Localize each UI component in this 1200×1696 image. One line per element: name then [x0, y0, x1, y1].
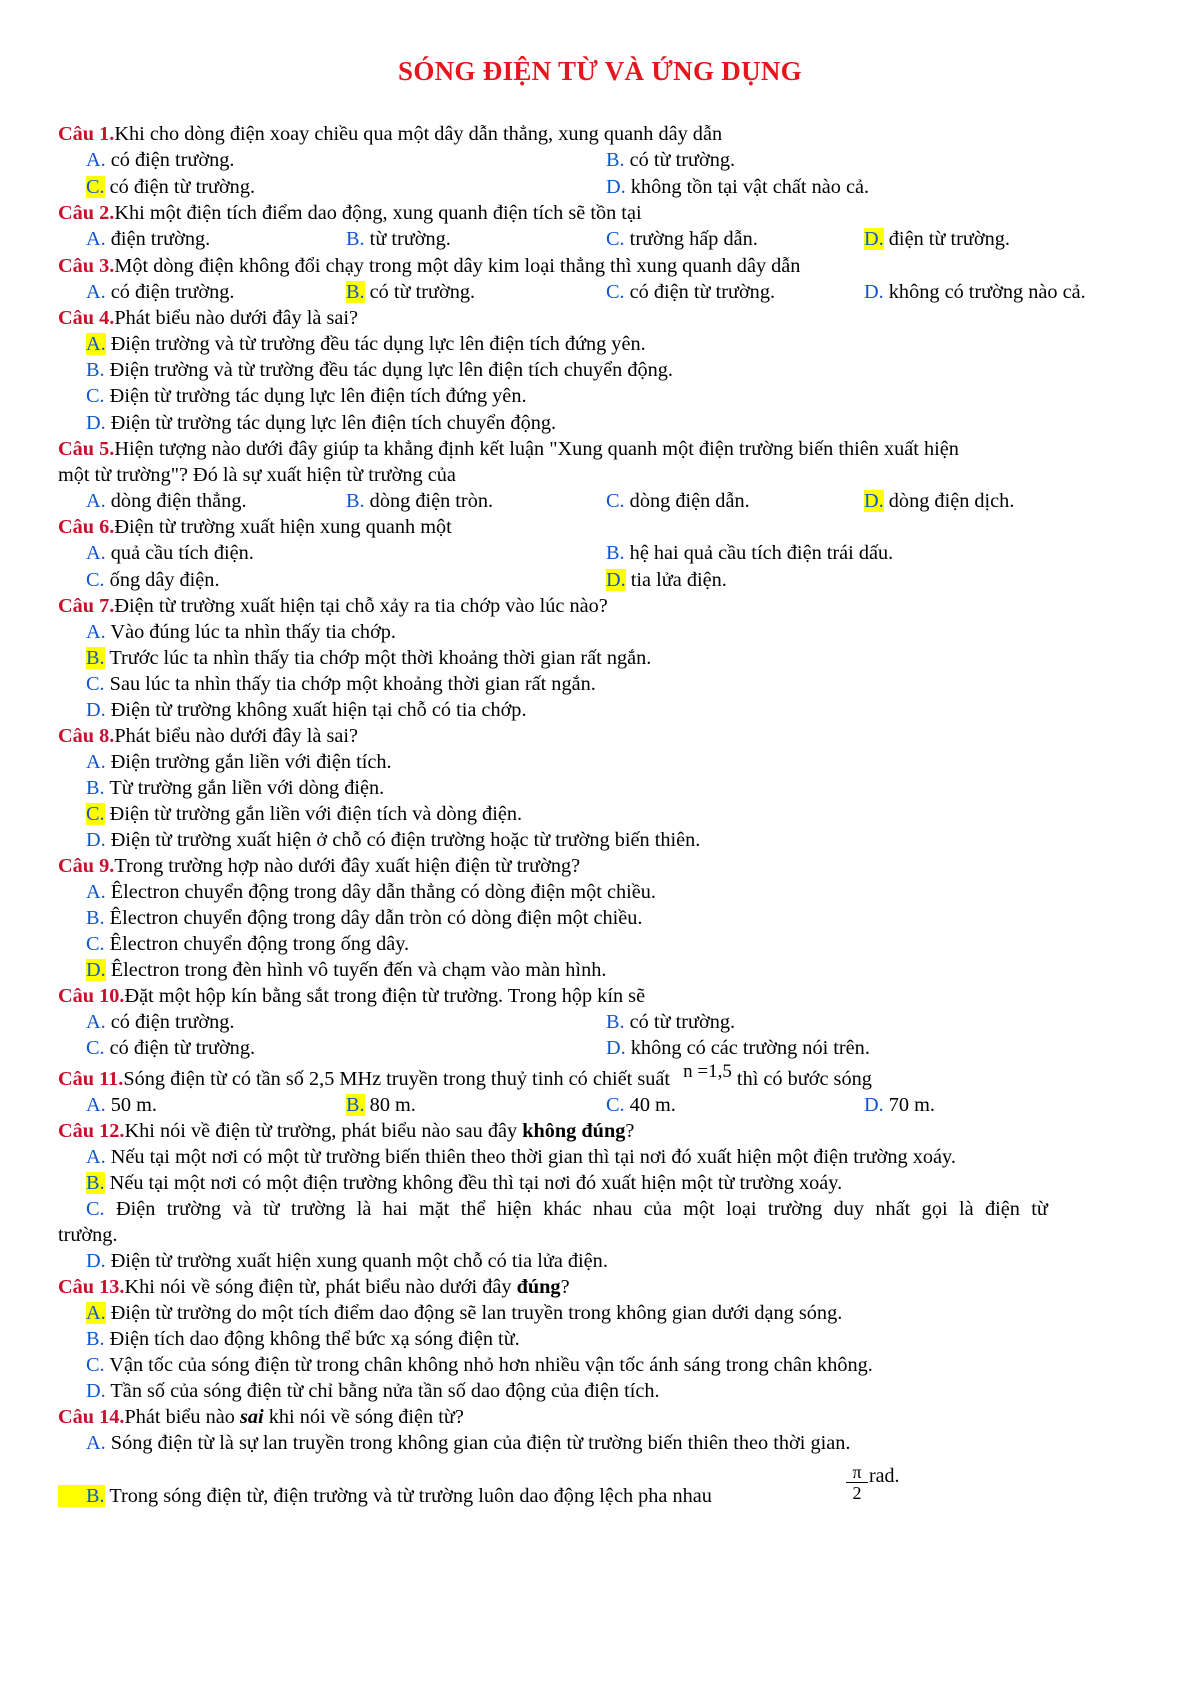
question-number: Câu 10.	[58, 985, 125, 1007]
radian-unit: rad.	[869, 1465, 900, 1487]
option-text: quả cầu tích điện.	[105, 542, 254, 564]
question-number: Câu 12.	[58, 1120, 125, 1142]
option-text: trường.	[58, 1224, 118, 1246]
option-text: có điện từ trường.	[104, 1037, 256, 1059]
option-text: có điện trường.	[105, 281, 235, 303]
question-text: Sóng điện từ có tần số 2,5 MHz truyền trong thuỷ tinh có chiết suất	[123, 1068, 671, 1090]
option-d[interactable]	[86, 697, 527, 724]
question-text: Phát biểu nào dưới đây là sai?	[114, 307, 358, 329]
option-text: 70 m.	[883, 1094, 935, 1116]
question-4	[58, 305, 1158, 332]
option-text: Vào đúng lúc ta nhìn thấy tia chớp.	[105, 621, 397, 643]
option-text: Điện trường gắn liền với điện tích.	[105, 751, 392, 773]
option-text: Điện tích dao động không thể bức xạ sóng điện từ.	[104, 1328, 520, 1350]
option-letter: A.	[86, 490, 106, 512]
option-c[interactable]	[606, 1092, 676, 1119]
option-letter: C.	[606, 281, 625, 303]
question-number: Câu 3.	[58, 255, 115, 277]
option-text: Điện trường và từ trường đều tác dụng lực lên điện tích đứng yên.	[105, 333, 646, 355]
option-text: Điện từ trường gắn liền với điện tích và dòng điện.	[104, 803, 523, 825]
option-text: Vận tốc của sóng điện từ trong chân không nhỏ hơn nhiều vận tốc ánh sáng trong chân không.	[104, 1354, 873, 1376]
option-b[interactable]	[606, 540, 893, 567]
question-5-continued	[58, 462, 1158, 489]
option-text: Nếu tại một nơi có một từ trường biến thiên theo thời gian thì tại nơi đó xuất hiện một điện trường xoáy.	[105, 1146, 956, 1168]
option-a[interactable]	[86, 540, 254, 567]
question-text: Hiện tượng nào dưới đây giúp ta khẳng định kết luận "Xung quanh một điện trường biến thiên xuất hiện	[114, 438, 959, 460]
question-emphasis: không đúng	[522, 1120, 626, 1142]
option-b[interactable]	[86, 357, 673, 384]
question-number: Câu 14.	[58, 1406, 125, 1428]
question-text: một từ trường"? Đó là sự xuất hiện từ trường của	[58, 464, 456, 486]
question-text: Khi nói về sóng điện từ, phát biểu nào dưới đây	[124, 1276, 517, 1298]
option-letter-highlighted: C.	[86, 176, 105, 198]
option-text: dòng điện thẳng.	[105, 490, 247, 512]
option-d[interactable]	[86, 957, 606, 984]
option-text: có điện trường.	[105, 1011, 235, 1033]
option-letter: A.	[86, 1432, 106, 1454]
option-text: dòng điện dịch.	[883, 490, 1015, 512]
option-letter: C.	[606, 490, 625, 512]
option-c[interactable]	[86, 1196, 1152, 1223]
option-letter: B.	[86, 359, 105, 381]
question-3	[58, 253, 1158, 280]
options-row-continued	[58, 1222, 1158, 1249]
option-c[interactable]	[86, 671, 596, 698]
option-letter-highlighted: D.	[864, 228, 884, 250]
option-letter-highlighted: D.	[864, 490, 884, 512]
option-text: Điện từ trường tác dụng lực lên điện tích chuyển động.	[105, 412, 557, 434]
question-text: Khi nói về điện từ trường, phát biểu nào sau đây	[124, 1120, 523, 1142]
question-number: Câu 9.	[58, 855, 115, 877]
option-b[interactable]	[346, 226, 451, 253]
option-c[interactable]	[86, 1035, 255, 1062]
question-6	[58, 514, 1158, 541]
option-a[interactable]	[86, 331, 646, 358]
option-text: Êlectron chuyển động trong dây dẫn tròn có dòng điện một chiều.	[104, 907, 643, 929]
option-a[interactable]	[86, 619, 396, 646]
option-letter: A.	[86, 751, 106, 773]
option-letter: C.	[86, 933, 105, 955]
option-letter: D.	[864, 1094, 884, 1116]
question-text: Khi một điện tích điểm dao động, xung quanh điện tích sẽ tồn tại	[114, 202, 642, 224]
option-a[interactable]	[86, 1300, 842, 1327]
option-a[interactable]	[86, 488, 247, 515]
question-number: Câu 8.	[58, 725, 115, 747]
option-b[interactable]	[86, 1170, 842, 1197]
option-letter: A.	[86, 281, 106, 303]
option-letter: C.	[86, 673, 105, 695]
option-a[interactable]	[86, 1144, 956, 1171]
option-text: 40 m.	[624, 1094, 676, 1116]
question-number: Câu 6.	[58, 516, 115, 538]
option-c[interactable]	[86, 1352, 873, 1379]
option-letter: B.	[86, 1328, 105, 1350]
question-text: Đặt một hộp kín bằng sắt trong điện từ trường. Trong hộp kín sẽ	[124, 985, 646, 1007]
question-1	[58, 121, 1158, 148]
question-number: Câu 7.	[58, 595, 115, 617]
option-text: Êlectron trong đèn hình vô tuyến đến và chạm vào màn hình.	[105, 959, 607, 981]
option-text: từ trường.	[364, 228, 451, 250]
option-text: 50 m.	[105, 1094, 157, 1116]
option-d[interactable]	[86, 410, 556, 437]
option-letter: C.	[86, 1354, 105, 1376]
option-b[interactable]	[606, 147, 735, 174]
question-number: Câu 1.	[58, 123, 115, 145]
option-letter-highlighted: B.	[86, 647, 105, 669]
option-d[interactable]	[864, 279, 1086, 306]
option-text: Êlectron chuyển động trong dây dẫn thẳng có dòng điện một chiều.	[105, 881, 656, 903]
question-text: Khi cho dòng điện xoay chiều qua một dây dẫn thẳng, xung quanh dây dẫn	[114, 123, 723, 145]
option-text: Trong sóng điện từ, điện trường và từ trường luôn dao động lệch pha nhau	[104, 1485, 712, 1507]
option-letter: C.	[606, 1094, 625, 1116]
option-letter: D.	[606, 1037, 626, 1059]
option-letter: A.	[86, 1011, 106, 1033]
option-text: có điện từ trường.	[624, 281, 776, 303]
option-c[interactable]	[86, 931, 409, 958]
question-number: Câu 13.	[58, 1276, 125, 1298]
question-text: Trong trường hợp nào dưới đây xuất hiện điện từ trường?	[114, 855, 581, 877]
option-letter-highlighted: B.	[86, 1172, 105, 1194]
option-text: Điện trường và từ trường đều tác dụng lực lên điện tích chuyển động.	[104, 359, 673, 381]
option-text: có từ trường.	[364, 281, 476, 303]
pi-over-two-fraction	[846, 1462, 868, 1503]
option-letter: B.	[346, 490, 365, 512]
option-letter: D.	[86, 699, 106, 721]
question-emphasis: đúng	[516, 1276, 561, 1298]
option-letter-highlighted: C.	[86, 803, 105, 825]
option-d[interactable]	[606, 567, 727, 594]
refractive-index-formula: n =1,5	[683, 1061, 732, 1082]
option-c[interactable]	[606, 279, 775, 306]
question-12	[58, 1118, 1158, 1145]
option-d[interactable]	[864, 1092, 935, 1119]
question-number: Câu 4.	[58, 307, 115, 329]
option-letter: A.	[86, 228, 106, 250]
option-text: Điện từ trường do một tích điểm dao động sẽ lan truyền trong không gian dưới dạng sóng.	[105, 1302, 843, 1324]
option-b[interactable]	[346, 279, 475, 306]
option-letter-highlighted: B.	[346, 1094, 365, 1116]
option-text: Điện từ trường tác dụng lực lên điện tích đứng yên.	[104, 385, 527, 407]
option-b[interactable]	[86, 905, 643, 932]
document-title: SÓNG ĐIỆN TỪ VÀ ỨNG DỤNG	[398, 56, 802, 86]
option-d[interactable]	[86, 827, 700, 854]
option-letter: C.	[86, 385, 105, 407]
option-letter: C.	[86, 1198, 105, 1220]
option-d[interactable]	[864, 226, 1010, 253]
question-number: Câu 2.	[58, 202, 115, 224]
option-letter: A.	[86, 542, 106, 564]
option-letter: B.	[86, 907, 105, 929]
option-letter: B.	[86, 777, 105, 799]
option-text: có từ trường.	[624, 1011, 736, 1033]
question-14	[58, 1404, 1158, 1431]
question-text: Điện từ trường xuất hiện tại chỗ xảy ra tia chớp vào lúc nào?	[114, 595, 608, 617]
option-text: điện trường.	[105, 228, 211, 250]
option-letter: B.	[606, 542, 625, 564]
option-letter: D.	[86, 829, 106, 851]
option-letter: A.	[86, 1146, 106, 1168]
question-number: Câu 5.	[58, 438, 115, 460]
question-text: Điện từ trường xuất hiện xung quanh một	[114, 516, 452, 538]
option-text: Nếu tại một nơi có một điện trường không đều thì tại nơi đó xuất hiện một từ trường xoáy.	[104, 1172, 843, 1194]
option-c[interactable]	[86, 801, 522, 828]
question-13	[58, 1274, 1158, 1301]
option-c[interactable]	[86, 383, 527, 410]
option-letter: A.	[86, 881, 106, 903]
question-7	[58, 593, 1158, 620]
option-letter: D.	[86, 412, 106, 434]
option-c[interactable]	[606, 488, 750, 515]
option-text: Sóng điện từ là sự lan truyền trong không gian của điện từ trường biến thiên theo thời gian.	[105, 1432, 851, 1454]
option-b[interactable]	[86, 1326, 520, 1353]
question-8	[58, 723, 1158, 750]
option-letter: D.	[606, 176, 626, 198]
option-letter: A.	[86, 149, 106, 171]
option-c[interactable]	[86, 567, 220, 594]
option-d[interactable]	[606, 1035, 870, 1062]
question-text: ?	[625, 1120, 635, 1142]
option-letter: B.	[606, 1011, 625, 1033]
option-c[interactable]	[86, 174, 255, 201]
question-emphasis: sai	[239, 1406, 264, 1428]
option-c[interactable]	[606, 226, 758, 253]
option-text: Điện trường và từ trường là hai mặt thể hiện khác nhau của một loại trường duy nhất gọi là điện từ	[104, 1198, 1048, 1220]
option-letter-highlighted: B.	[346, 281, 365, 303]
option-a[interactable]	[86, 226, 210, 253]
option-text: hệ hai quả cầu tích điện trái dấu.	[624, 542, 894, 564]
option-a[interactable]	[86, 147, 234, 174]
question-text: ?	[560, 1276, 570, 1298]
option-text: Tần số của sóng điện từ chỉ bằng nửa tần số dao động của điện tích.	[105, 1380, 660, 1402]
question-9	[58, 853, 1158, 880]
option-text: có điện trường.	[105, 149, 235, 171]
question-11	[58, 1061, 1158, 1093]
option-letter-highlighted: D.	[606, 569, 626, 591]
option-letter: A.	[86, 1094, 106, 1116]
option-a[interactable]	[86, 279, 234, 306]
option-text: tia lửa điện.	[625, 569, 727, 591]
option-letter-highlighted: A.	[86, 1302, 106, 1324]
option-text: Điện từ trường xuất hiện xung quanh một chỗ có tia lửa điện.	[105, 1250, 608, 1272]
option-text: dòng điện dẫn.	[624, 490, 750, 512]
option-text: có từ trường.	[624, 149, 736, 171]
option-a[interactable]	[86, 1430, 850, 1457]
question-text: khi nói về sóng điện từ?	[263, 1406, 464, 1428]
option-a[interactable]	[86, 1092, 157, 1119]
option-text: Sau lúc ta nhìn thấy tia chớp một khoảng thời gian rất ngắn.	[104, 673, 596, 695]
option-text: ống dây điện.	[104, 569, 220, 591]
question-text: thì có bước sóng	[731, 1068, 872, 1090]
option-d[interactable]	[606, 174, 869, 201]
option-d[interactable]	[86, 1248, 608, 1275]
option-b[interactable]	[346, 1092, 416, 1119]
fraction-denominator: 2	[852, 1483, 862, 1503]
fraction-numerator: π	[846, 1462, 868, 1483]
option-text: không có trường nào cả.	[883, 281, 1086, 303]
option-d[interactable]	[864, 488, 1014, 515]
question-number: Câu 11.	[58, 1068, 124, 1090]
option-letter: B.	[606, 149, 625, 171]
option-text: không tồn tại vật chất nào cả.	[625, 176, 870, 198]
option-text: 80 m.	[364, 1094, 416, 1116]
option-a[interactable]	[86, 1009, 234, 1036]
option-letter: C.	[86, 569, 105, 591]
option-text: Điện từ trường không xuất hiện tại chỗ có tia chớp.	[105, 699, 527, 721]
option-text: Êlectron chuyển động trong ống dây.	[104, 933, 410, 955]
option-text: Trước lúc ta nhìn thấy tia chớp một thời khoảng thời gian rất ngắn.	[104, 647, 652, 669]
option-a[interactable]	[86, 749, 392, 776]
option-text: có điện từ trường.	[104, 176, 256, 198]
option-letter-highlighted: A.	[86, 333, 106, 355]
option-b[interactable]	[86, 645, 651, 672]
option-b[interactable]	[86, 775, 384, 802]
option-text: Từ trường gắn liền với dòng điện.	[104, 777, 385, 799]
option-text: điện từ trường.	[883, 228, 1010, 250]
option-d[interactable]	[86, 1378, 660, 1405]
option-letter: A.	[86, 621, 106, 643]
option-b[interactable]	[346, 488, 493, 515]
option-letter: D.	[86, 1380, 106, 1402]
option-text: không có các trường nói trên.	[625, 1037, 870, 1059]
question-2	[58, 200, 1158, 227]
option-letter-highlighted: D.	[86, 959, 106, 981]
option-a[interactable]	[86, 879, 656, 906]
option-letter: C.	[86, 1037, 105, 1059]
question-text: Phát biểu nào	[124, 1406, 240, 1428]
option-text: dòng điện tròn.	[364, 490, 494, 512]
option-letter: B.	[346, 228, 365, 250]
option-letter: D.	[864, 281, 884, 303]
option-text: Điện từ trường xuất hiện ở chỗ có điện trường hoặc từ trường biến thiên.	[105, 829, 701, 851]
question-text: Phát biểu nào dưới đây là sai?	[114, 725, 358, 747]
option-b[interactable]	[606, 1009, 735, 1036]
option-b[interactable]	[58, 1483, 712, 1510]
question-text: Một dòng điện không đổi chạy trong một dây kim loại thẳng thì xung quanh dây dẫn	[114, 255, 801, 277]
option-letter: D.	[86, 1250, 106, 1272]
option-text: trường hấp dẫn.	[624, 228, 758, 250]
option-letter: C.	[606, 228, 625, 250]
option-letter-highlighted: B.	[58, 1485, 105, 1507]
question-10	[58, 983, 1158, 1010]
question-5	[58, 436, 1158, 463]
